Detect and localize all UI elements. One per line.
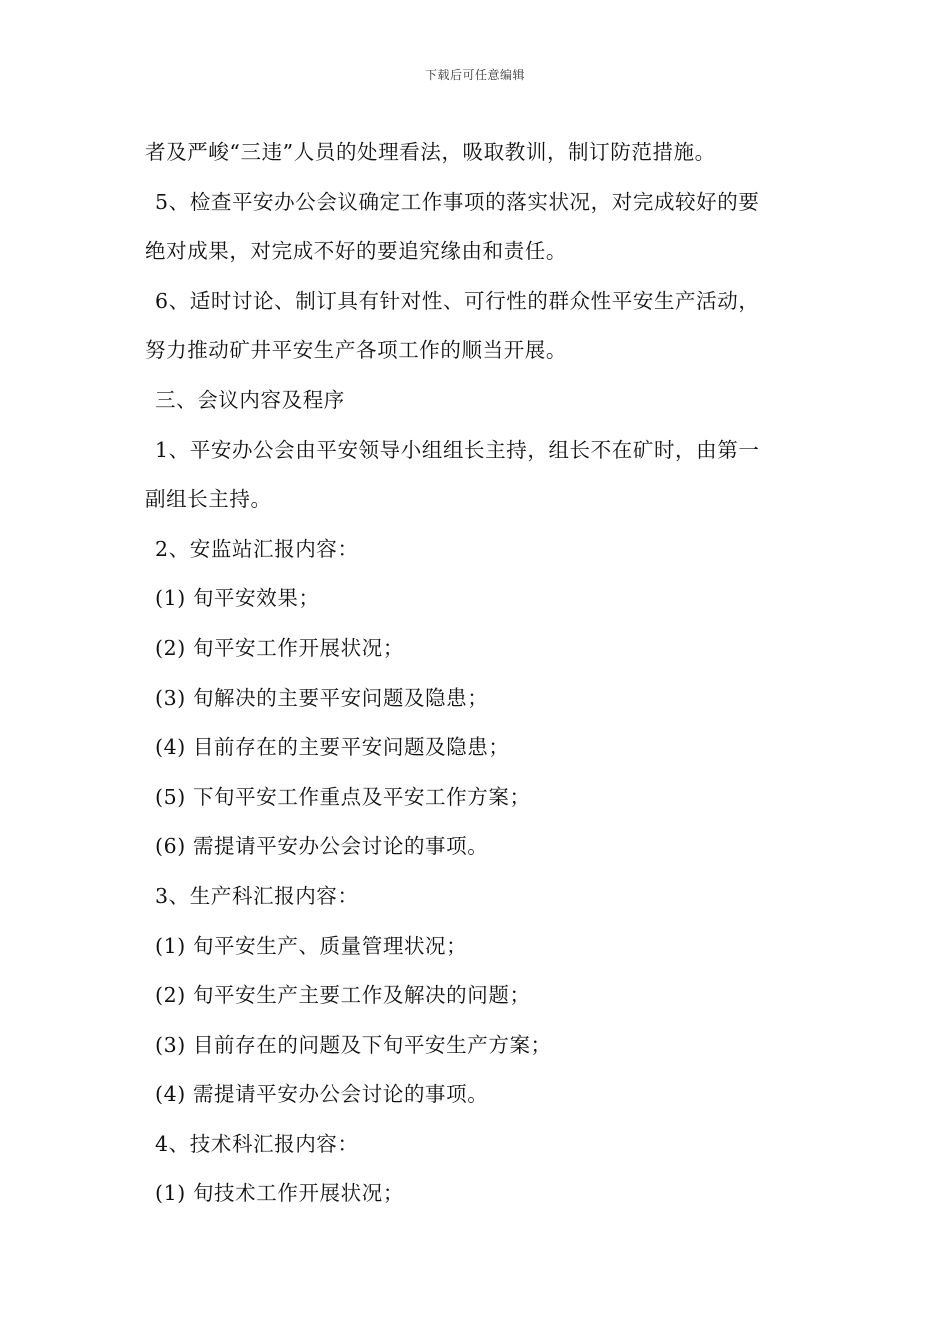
text-line-2: 5、检查平安办公会议确定工作事项的落实状况，对完成较好的要 bbox=[155, 189, 760, 214]
list-item: (1) 旬平安生产、质量管理状况； bbox=[155, 933, 468, 958]
list-item: (3) 目前存在的问题及下旬平安生产方案； bbox=[155, 1032, 552, 1057]
list-item: (4) 需提请平安办公会讨论的事项。 bbox=[155, 1082, 489, 1107]
page-header: 下载后可任意编辑 bbox=[424, 68, 525, 82]
list-item: (2) 旬平安生产主要工作及解决的问题； bbox=[155, 983, 531, 1008]
text-line-8: 副组长主持。 bbox=[145, 487, 272, 512]
text-line-1: 者及严峻“三违”人员的处理看法，吸取教训，制订防范措施。 bbox=[145, 140, 716, 164]
subsection-heading-4: 4、技术科汇报内容： bbox=[155, 1131, 359, 1156]
list-item: (5) 下旬平安工作重点及平安工作方案； bbox=[155, 784, 531, 809]
list-item: (1) 旬技术工作开展状况； bbox=[155, 1181, 404, 1206]
text-line-4: 6、适时讨论、制订具有针对性、可行性的群众性平安生产活动， bbox=[155, 288, 760, 313]
list-item: (4) 目前存在的主要平安问题及隐患； bbox=[155, 735, 510, 760]
section-heading: 三、会议内容及程序 bbox=[155, 387, 345, 412]
list-item: (3) 旬解决的主要平安问题及隐患； bbox=[155, 685, 489, 710]
list-item: (1) 旬平安效果； bbox=[155, 586, 320, 611]
text-line-5: 努力推动矿井平安生产各项工作的顺当开展。 bbox=[145, 338, 567, 363]
text-line-3: 绝对成果，对完成不好的要追究缘由和责任。 bbox=[145, 239, 567, 264]
list-item: (2) 旬平安工作开展状况； bbox=[155, 635, 404, 660]
subsection-heading-3: 3、生产科汇报内容： bbox=[155, 883, 359, 908]
document-body bbox=[145, 128, 815, 1219]
list-item: (6) 需提请平安办公会讨论的事项。 bbox=[155, 834, 489, 859]
text-line-7: 1、平安办公会由平安领导小组组长主持，组长不在矿时，由第一 bbox=[155, 437, 760, 462]
subsection-heading-2: 2、安监站汇报内容： bbox=[155, 536, 359, 561]
